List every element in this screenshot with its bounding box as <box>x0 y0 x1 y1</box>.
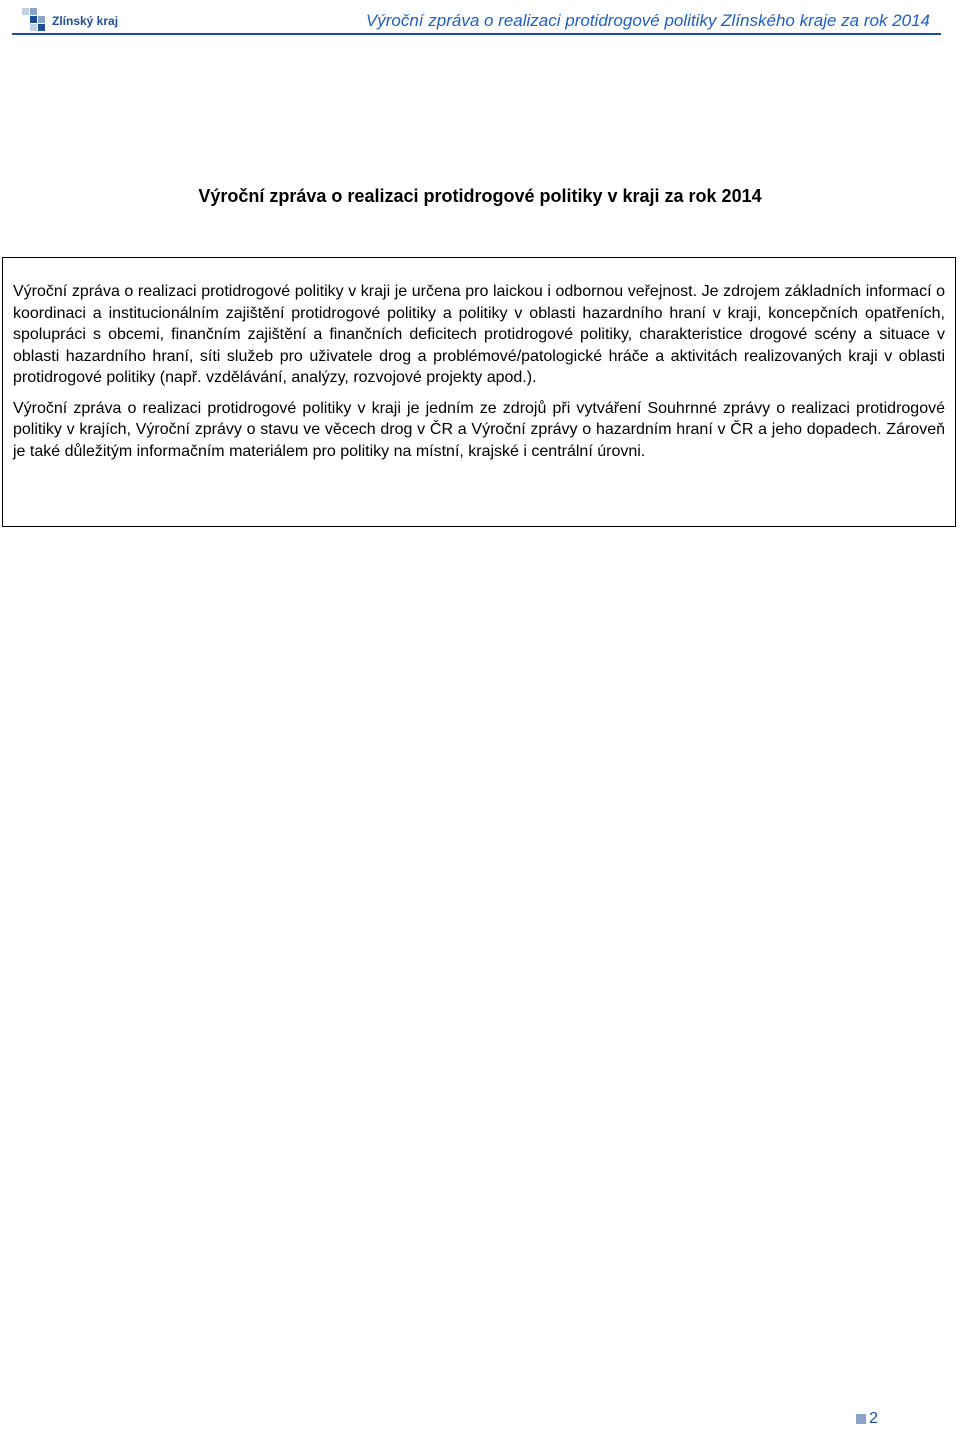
intro-paragraph: Výroční zpráva o realizaci protidrogové politiky v kraji je určena pro laickou i odbornou veřejnost. Je zdrojem základních informací o koordinaci a institucionálním zajištění protidrogové politiky a politiky v oblasti hazardního hraní v kraji, koncepčních opatřeních, spolupráci s obcemi, finančním zajištění a finančních deficitech protidrogové politiky, charakteristice drogové scény a situace v oblasti hazardního hraní, síti služeb pro uživatele drog a problémové/patologické hráče a aktivitách realizovaných kraji v oblasti protidrogové politiky (např. vzdělávání, analýzy, rozvojové projekty apod.). <box>13 283 945 386</box>
page-header <box>0 0 960 40</box>
page-marker-icon <box>856 1414 866 1424</box>
running-header-title: Výroční zpráva o realizaci protidrogové politiky Zlínského kraje za rok 2014 <box>365 11 930 30</box>
logo-squares-icon <box>22 8 46 32</box>
zlinsky-kraj-logo <box>22 8 122 32</box>
logo-text: Zlínský kraj <box>52 14 119 28</box>
header-divider <box>12 33 941 35</box>
document-title: Výroční zpráva o realizaci protidrogové politiky v kraji za rok 2014 <box>198 186 762 206</box>
intro-box <box>2 257 956 527</box>
page-number <box>856 1409 878 1429</box>
intro-paragraph: Výroční zpráva o realizaci protidrogové politiky v kraji je jedním ze zdrojů při vytváření Souhrnné zprávy o realizaci protidrogové politiky v krajích, Výroční zprávy o stavu ve věcech drog v ČR a Výroční zprávy o hazardním hraní v ČR a jeho dopadech. Zároveň je také důležitým informačním materiálem pro politiky na místní, krajské i centrální úrovni. <box>13 399 945 460</box>
page-number-text: 2 <box>869 1410 878 1427</box>
